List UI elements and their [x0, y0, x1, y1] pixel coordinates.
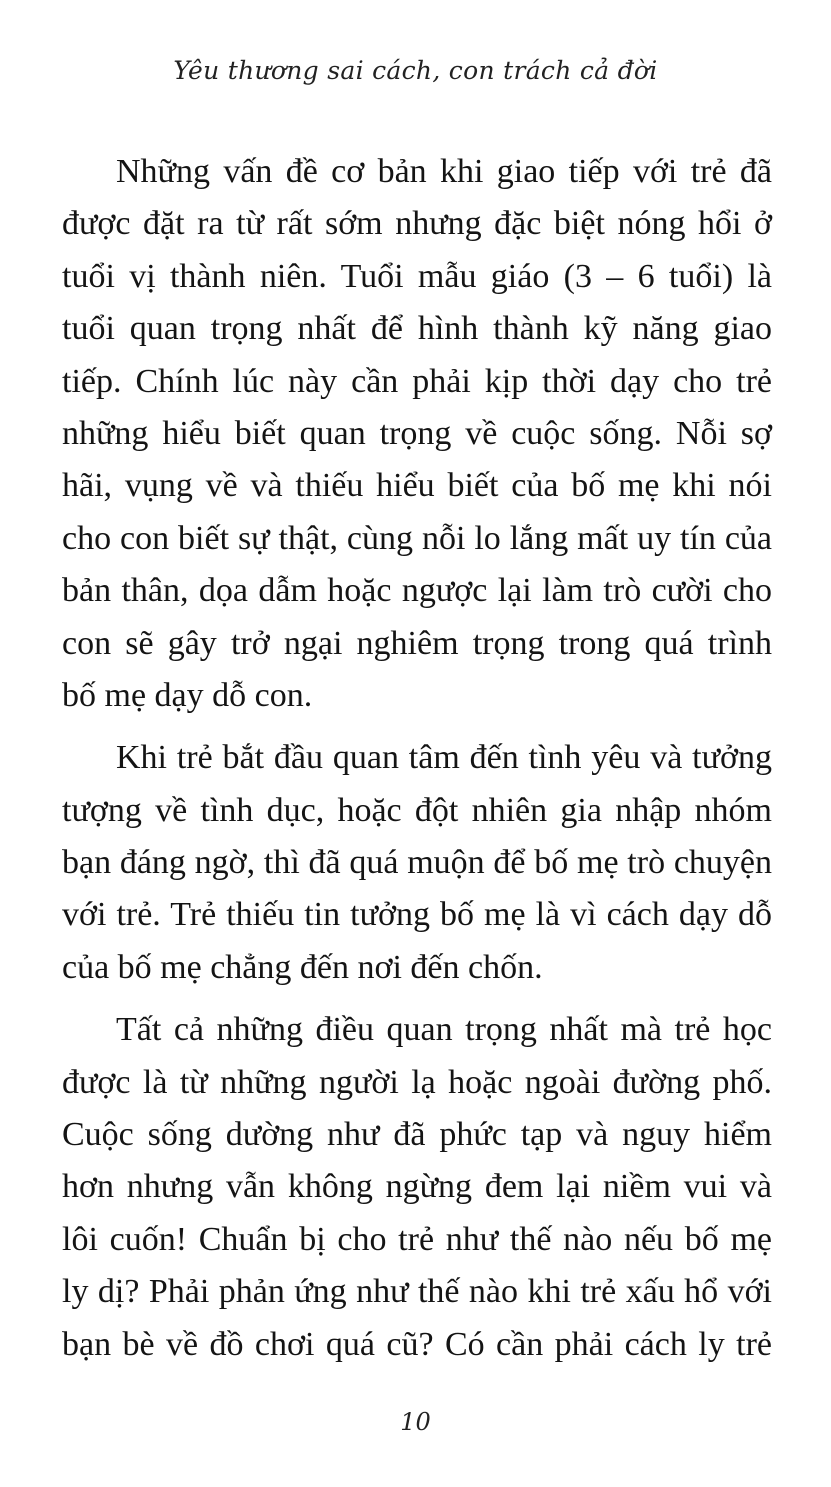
paragraph-1 — [62, 146, 772, 722]
text-line: ly dị? Phải phản ứng như thế nào khi trẻ xấu hổ với — [62, 1273, 772, 1311]
paragraph-2 — [62, 732, 772, 994]
text-line: của bố mẹ chẳng đến nơi đến chốn. — [62, 948, 543, 986]
page-number: 10 — [400, 1408, 431, 1436]
text-line: những hiểu biết quan trọng về cuộc sống. Nỗi sợ — [62, 414, 772, 452]
text-line: lôi cuốn! Chuẩn bị cho trẻ như thế nào nếu bố mẹ — [62, 1220, 772, 1258]
text-line: cho con biết sự thật, cùng nỗi lo lắng mất uy tín của — [62, 519, 772, 557]
text-line: được đặt ra từ rất sớm nhưng đặc biệt nóng hổi ở — [62, 205, 772, 243]
text-line: bạn đáng ngờ, thì đã quá muộn để bố mẹ trò chuyện — [62, 844, 772, 882]
text-line: hãi, vụng về và thiếu hiểu biết của bố mẹ khi nói — [62, 467, 772, 505]
body-text — [62, 146, 772, 1371]
text-line: được là từ những người lạ hoặc ngoài đường phố. — [62, 1063, 772, 1101]
text-line: Khi trẻ bắt đầu quan tâm đến tình yêu và tưởng — [116, 739, 772, 777]
text-line: với trẻ. Trẻ thiếu tin tưởng bố mẹ là vì cách dạy dỗ — [62, 896, 772, 934]
text-line: tuổi vị thành niên. Tuổi mẫu giáo (3 – 6 tuổi) là — [62, 257, 772, 295]
text-line: bố mẹ dạy dỗ con. — [62, 676, 313, 714]
text-line: Cuộc sống dường như đã phức tạp và nguy hiểm — [62, 1116, 772, 1154]
text-line: tượng về tình dục, hoặc đột nhiên gia nhập nhóm — [62, 791, 772, 829]
text-line: bản thân, dọa dẫm hoặc ngược lại làm trò cười cho — [62, 572, 772, 610]
paragraph-3 — [62, 1004, 772, 1371]
text-line: tuổi quan trọng nhất để hình thành kỹ năng giao — [62, 310, 772, 348]
running-header: Yêu thương sai cách, con trách cả đời — [173, 56, 658, 85]
text-line: Tất cả những điều quan trọng nhất mà trẻ học — [116, 1011, 772, 1049]
text-line: con sẽ gây trở ngại nghiêm trọng trong quá trình — [62, 624, 772, 662]
text-line: Những vấn đề cơ bản khi giao tiếp với trẻ đã — [116, 153, 772, 190]
text-line: tiếp. Chính lúc này cần phải kịp thời dạy cho trẻ — [62, 362, 772, 400]
text-line: bạn bè về đồ chơi quá cũ? Có cần phải cách ly trẻ — [62, 1325, 772, 1363]
text-line: hơn nhưng vẫn không ngừng đem lại niềm vui và — [62, 1168, 772, 1206]
